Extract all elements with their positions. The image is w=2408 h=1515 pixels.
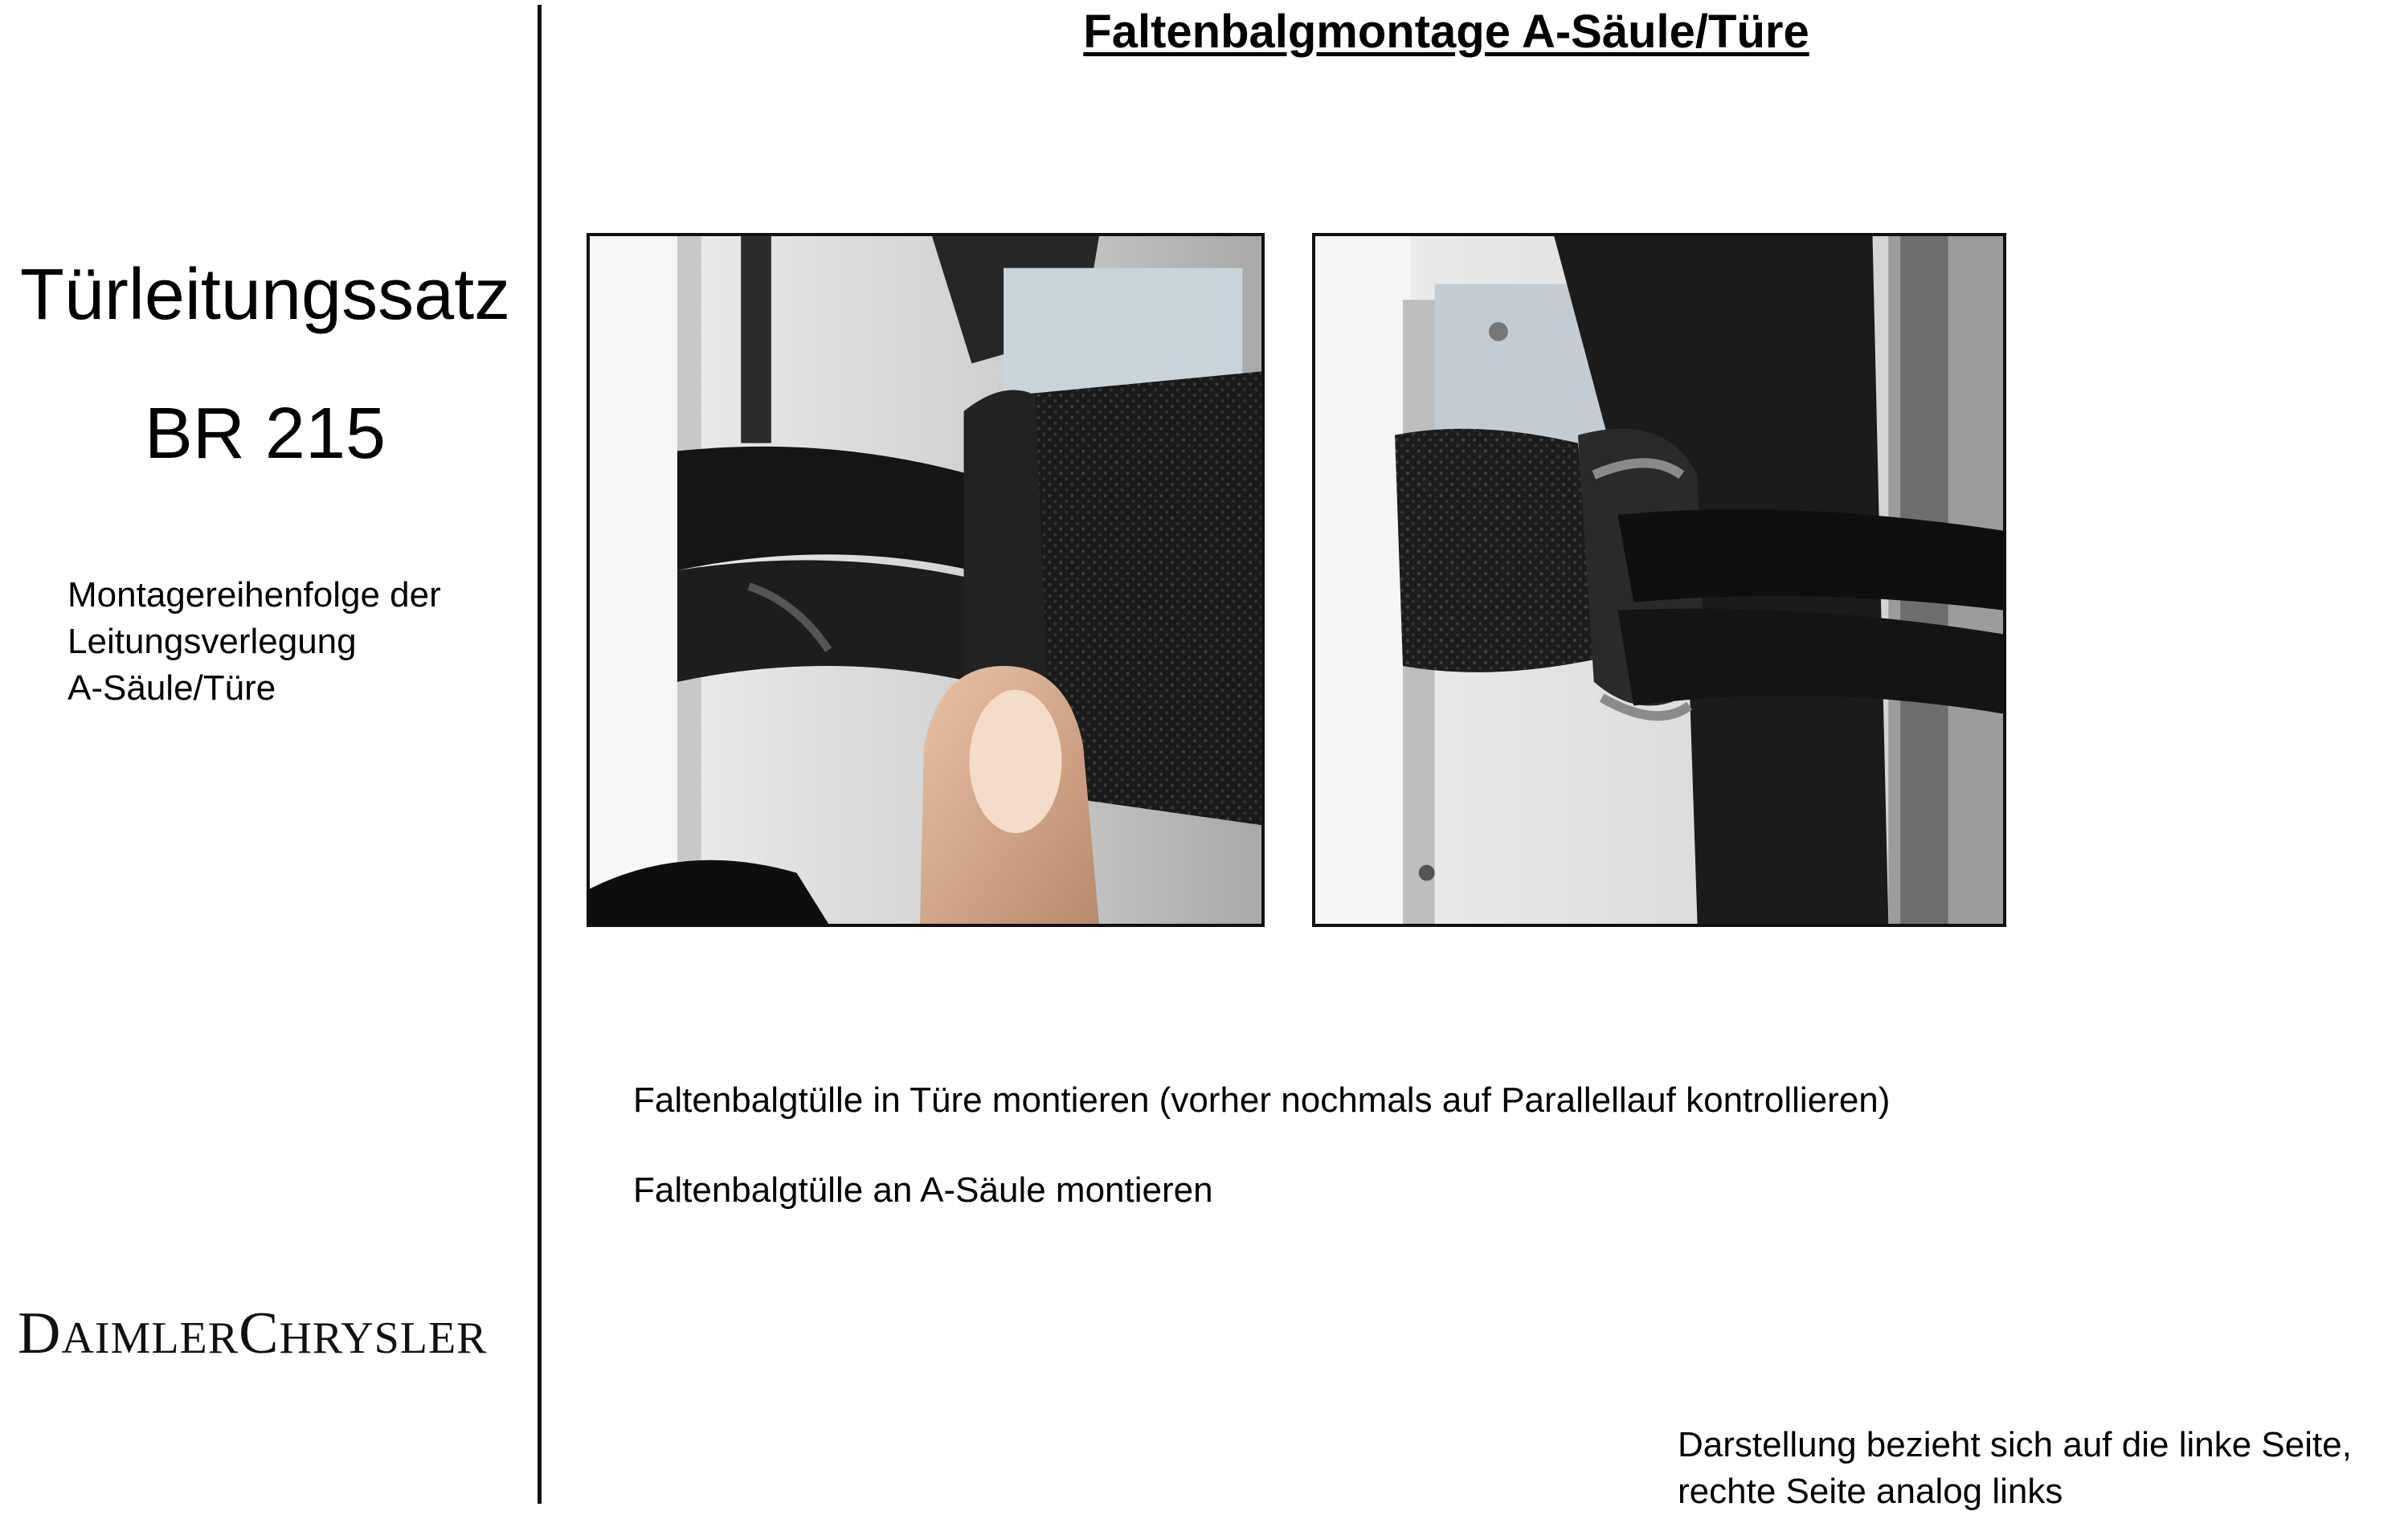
side-note-line: rechte Seite analog links [1678,1472,2063,1511]
page-title: Faltenbalgmontage A-Säule/Türe [1083,6,1809,58]
description-line: A-Säule/Türe [67,668,276,708]
photo-door-grommet-image [590,236,1261,924]
instruction-step-1: Faltenbalgtülle in Türe montieren (vorher nochmals auf Parallellauf kontrollieren) [633,1080,1891,1120]
description-line: Leitungsverlegung [67,622,357,661]
side-note-line: Darstellung bezieht sich auf die linke Seite, [1678,1425,2352,1464]
photo-a-pillar-grommet [1312,233,2006,927]
vertical-divider [538,5,542,1504]
daimlerchrysler-logo: DAIMLERCHRYSLER [18,1301,488,1366]
photo-door-grommet [587,233,1265,927]
photo-a-pillar-grommet-image [1315,236,2003,924]
model-series: BR 215 [144,394,386,474]
side-note [1678,1422,2352,1515]
document-title: Türleitungssatz [19,255,511,335]
description-block [67,572,441,712]
instruction-step-2: Faltenbalgtülle an A-Säule montieren [633,1170,1213,1210]
description-line: Montagereihenfolge der [67,575,441,615]
